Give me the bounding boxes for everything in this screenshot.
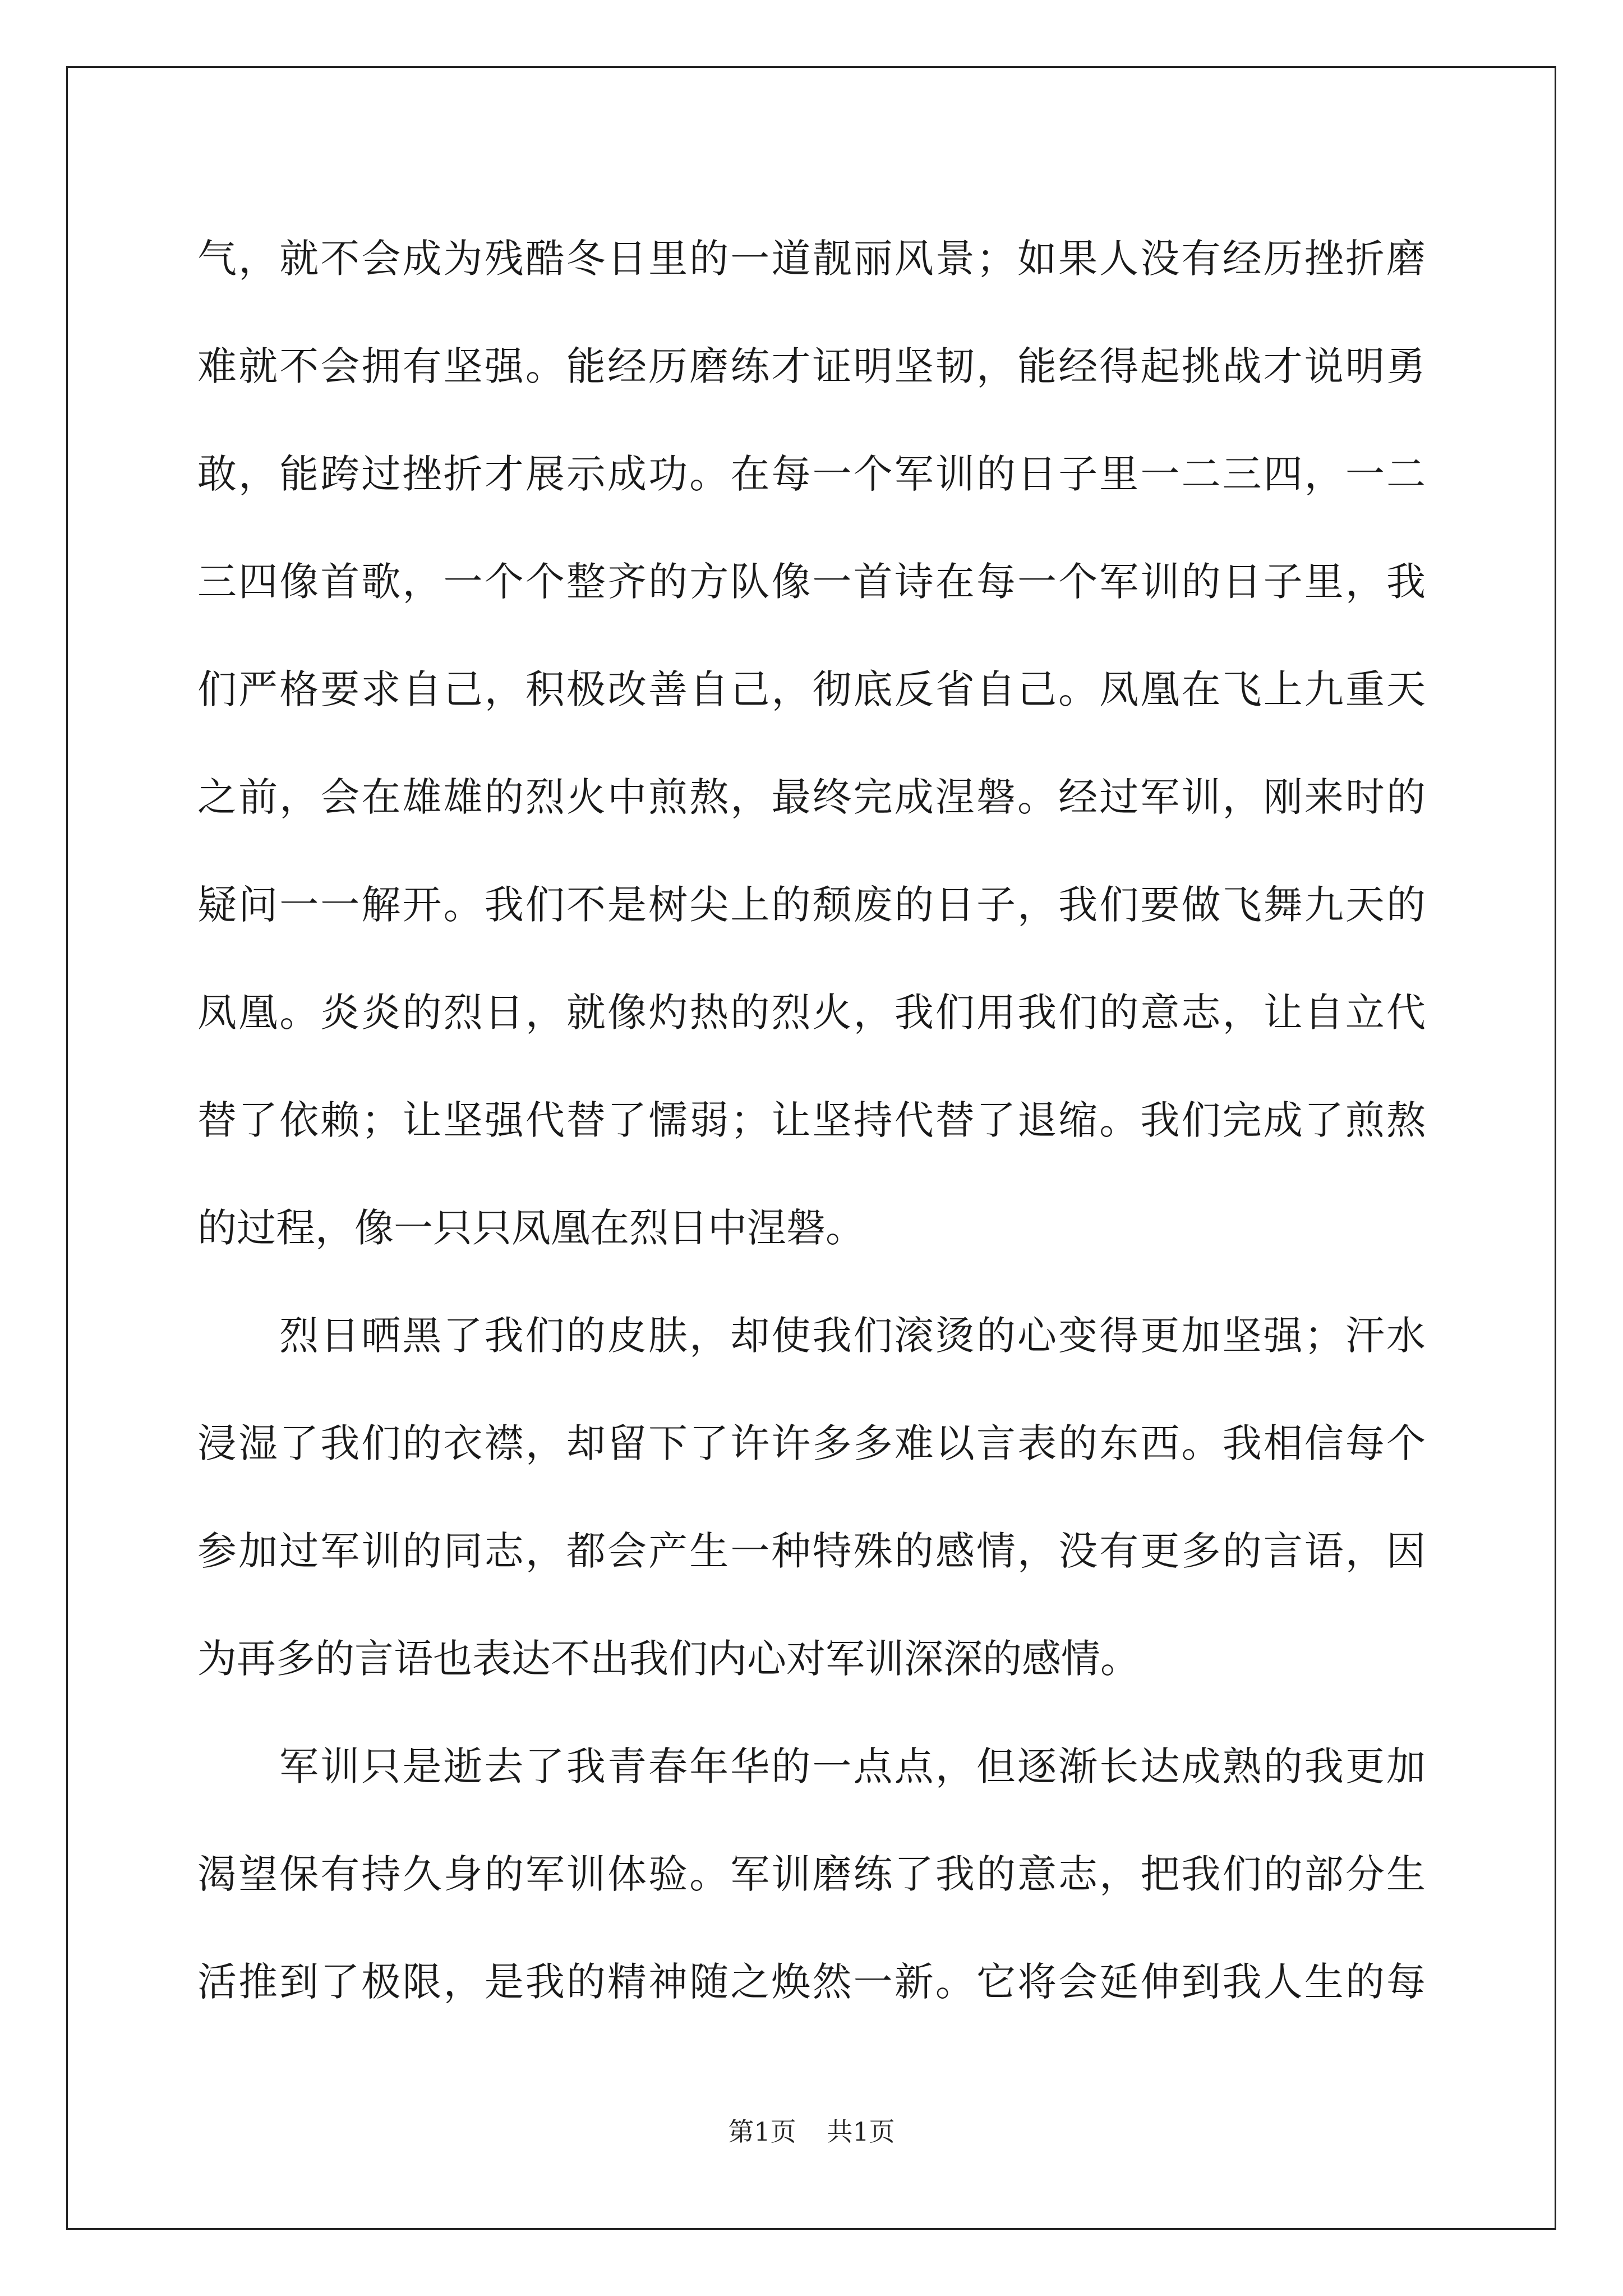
text-line: 参加过军训的同志，都会产生一种特殊的感情，没有更多的言语，因 xyxy=(197,1528,1426,1574)
text-line: 为再多的言语也表达不出我们内心对军训深深的感情。 xyxy=(197,1636,1140,1682)
text-line: 替了依赖；让坚强代替了懦弱；让坚持代替了退缩。我们完成了煎熬 xyxy=(197,1097,1426,1143)
text-line: 气，就不会成为残酷冬日里的一道靓丽风景；如果人没有经历挫折磨 xyxy=(197,236,1426,282)
text-line: 渴望保有持久身的军训体验。军训磨练了我的意志，把我们的部分生 xyxy=(197,1851,1426,1897)
text-line: 难就不会拥有坚强。能经历磨练才证明坚韧，能经得起挑战才说明勇 xyxy=(197,343,1426,389)
text-line: 军训只是逝去了我青春年华的一点点，但逐渐长达成熟的我更加 xyxy=(279,1743,1426,1789)
text-line: 烈日晒黑了我们的皮肤，却使我们滚烫的心变得更加坚强；汗水 xyxy=(279,1313,1426,1359)
text-line: 之前，会在雄雄的烈火中煎熬，最终完成涅磐。经过军训，刚来时的 xyxy=(197,774,1426,820)
paragraph-3 xyxy=(197,1713,1426,2036)
text-line: 敢，能跨过挫折才展示成功。在每一个军训的日子里一二三四，一二 xyxy=(197,451,1426,497)
text-line: 三四像首歌，一个个整齐的方队像一首诗在每一个军训的日子里，我 xyxy=(197,559,1426,605)
text-line: 浸湿了我们的衣襟，却留下了许许多多难以言表的东西。我相信每个 xyxy=(197,1420,1426,1466)
paragraph-1 xyxy=(197,205,1426,1282)
paragraph-2 xyxy=(197,1282,1426,1713)
page-number-total: 共1页 xyxy=(827,2116,895,2147)
page-footer xyxy=(0,2111,1623,2148)
document-body xyxy=(197,205,1426,2036)
text-line: 活推到了极限，是我的精神随之焕然一新。它将会延伸到我人生的每 xyxy=(197,1959,1426,2005)
page-number-current: 第1页 xyxy=(728,2116,796,2147)
text-line: 凤凰。炎炎的烈日，就像灼热的烈火，我们用我们的意志，让自立代 xyxy=(197,990,1426,1036)
text-line: 疑问一一解开。我们不是树尖上的颓废的日子，我们要做飞舞九天的 xyxy=(197,882,1426,928)
text-line: 的过程，像一只只凤凰在烈日中涅磐。 xyxy=(197,1205,865,1251)
text-line: 们严格要求自己，积极改善自己，彻底反省自己。凤凰在飞上九重天 xyxy=(197,666,1426,712)
